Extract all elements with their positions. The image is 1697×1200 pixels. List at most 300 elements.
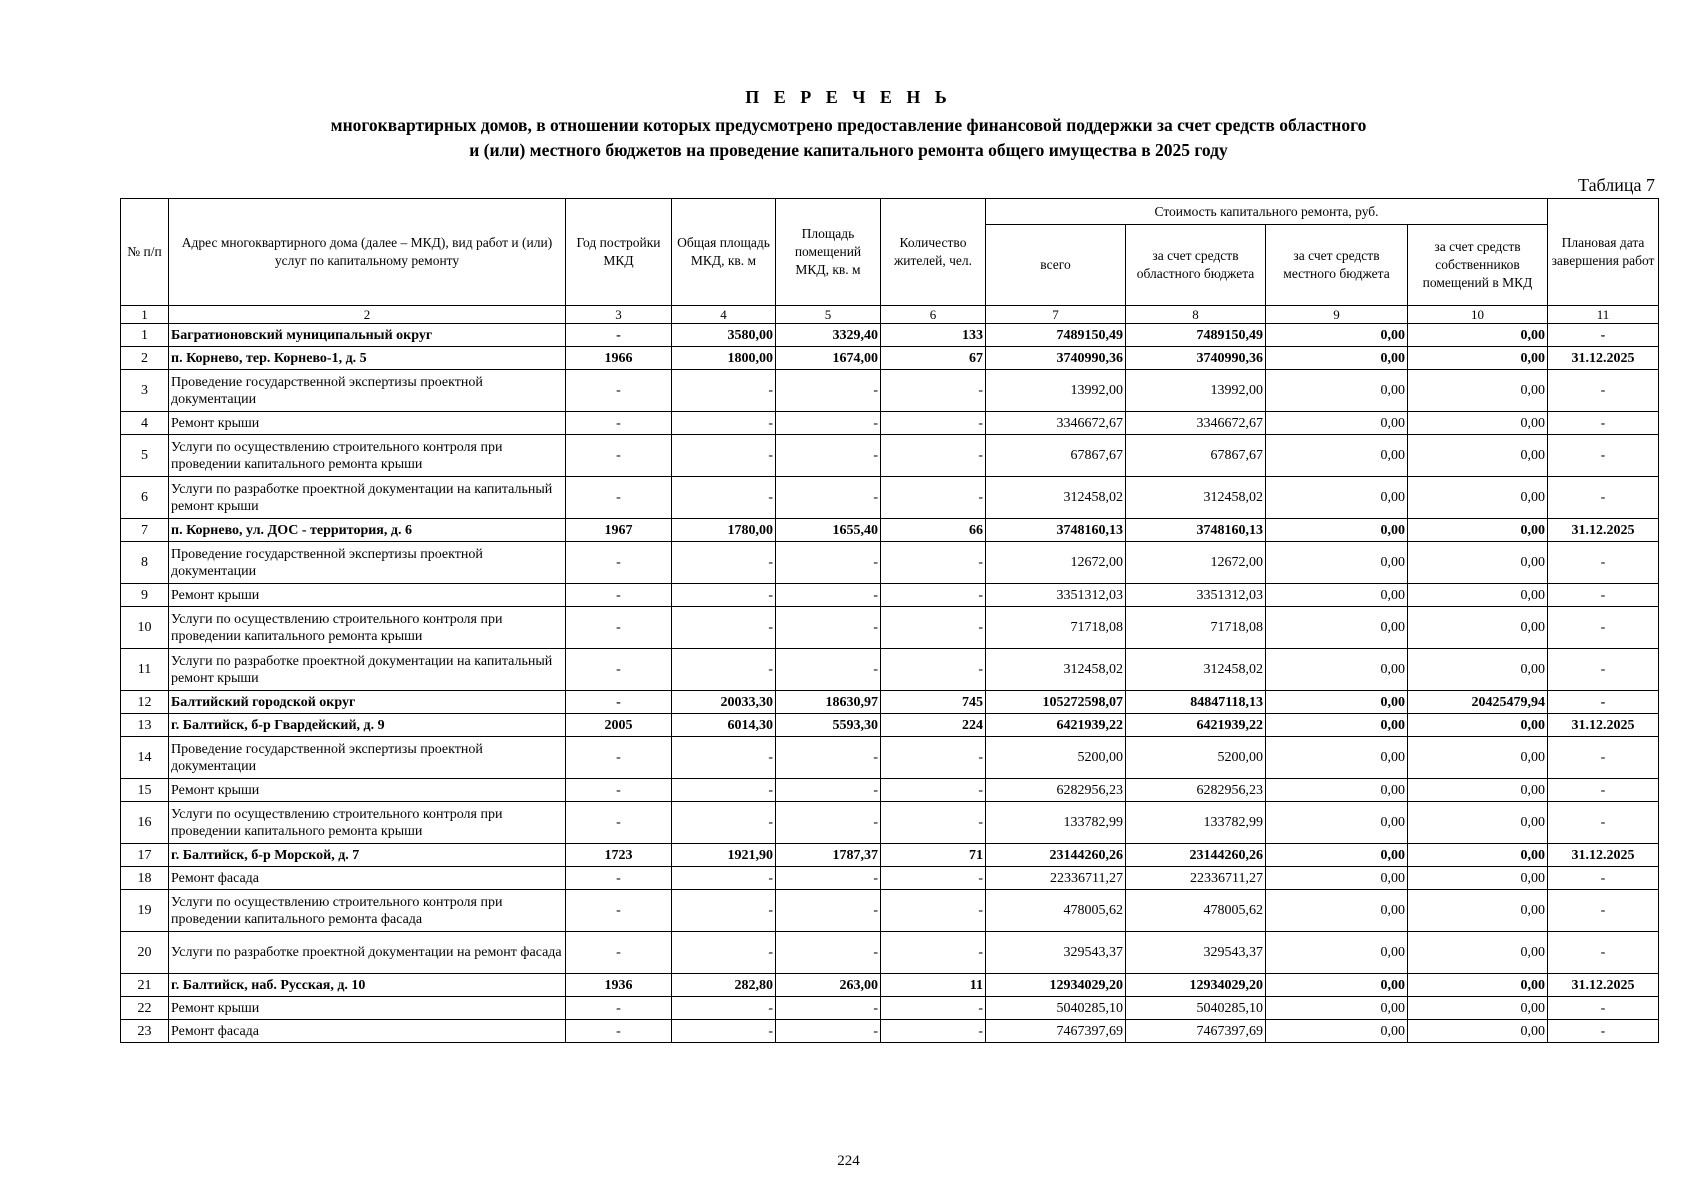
total-area-cell: - — [672, 1020, 776, 1043]
year-cell: - — [566, 584, 672, 607]
local-cost-cell: 0,00 — [1266, 714, 1408, 737]
premises-area-cell: - — [776, 412, 881, 435]
owners-cost-cell: 0,00 — [1408, 867, 1548, 890]
local-cost-cell: 0,00 — [1266, 932, 1408, 974]
table-row — [121, 370, 1659, 412]
residents-cell: - — [881, 867, 986, 890]
row-number-cell: 22 — [121, 997, 169, 1020]
address-cell: Ремонт фасада — [169, 867, 566, 890]
year-cell: 1723 — [566, 844, 672, 867]
local-cost-cell: 0,00 — [1266, 370, 1408, 412]
total-area-cell: 3580,00 — [672, 324, 776, 347]
residents-cell: 745 — [881, 691, 986, 714]
address-cell: п. Корнево, ул. ДОС - территория, д. 6 — [169, 519, 566, 542]
total-area-cell: - — [672, 890, 776, 932]
owners-cost-cell: 0,00 — [1408, 370, 1548, 412]
address-cell: Услуги по осуществлению строительного контроля при проведении капитального ремонта фасада — [169, 890, 566, 932]
year-cell: 2005 — [566, 714, 672, 737]
header-total: всего — [986, 225, 1126, 306]
row-number-cell: 8 — [121, 542, 169, 584]
local-cost-cell: 0,00 — [1266, 890, 1408, 932]
header-num: № п/п — [121, 199, 169, 306]
address-cell: г. Балтийск, наб. Русская, д. 10 — [169, 974, 566, 997]
total-area-cell: 1800,00 — [672, 347, 776, 370]
table-row — [121, 890, 1659, 932]
total-cost-cell: 312458,02 — [986, 477, 1126, 519]
total-area-cell: - — [672, 435, 776, 477]
regional-cost-cell: 6282956,23 — [1126, 779, 1266, 802]
plan-date-cell: - — [1548, 584, 1659, 607]
column-number-cell: 4 — [672, 306, 776, 324]
premises-area-cell: 1674,00 — [776, 347, 881, 370]
document-title: П Е Р Е Ч Е Н Ь — [745, 87, 952, 107]
year-cell: - — [566, 1020, 672, 1043]
total-area-cell: - — [672, 649, 776, 691]
column-number-cell: 10 — [1408, 306, 1548, 324]
header-cost-group: Стоимость капитального ремонта, руб. — [986, 199, 1548, 225]
document-subtitle-line-1: многоквартирных домов, в отношении которых предусмотрено предоставление финансовой поддержки за счет средств областного — [330, 115, 1367, 135]
year-cell: - — [566, 324, 672, 347]
address-cell: г. Балтийск, б-р Гвардейский, д. 9 — [169, 714, 566, 737]
residents-cell: - — [881, 370, 986, 412]
table-row — [121, 867, 1659, 890]
year-cell: - — [566, 435, 672, 477]
owners-cost-cell: 0,00 — [1408, 584, 1548, 607]
total-cost-cell: 3346672,67 — [986, 412, 1126, 435]
year-cell: - — [566, 412, 672, 435]
local-cost-cell: 0,00 — [1266, 997, 1408, 1020]
row-number-cell: 17 — [121, 844, 169, 867]
row-number-cell: 12 — [121, 691, 169, 714]
residents-cell: 67 — [881, 347, 986, 370]
table-row — [121, 974, 1659, 997]
regional-cost-cell: 312458,02 — [1126, 477, 1266, 519]
column-number-cell: 1 — [121, 306, 169, 324]
row-number-cell: 11 — [121, 649, 169, 691]
residents-cell: - — [881, 997, 986, 1020]
residents-cell: - — [881, 737, 986, 779]
owners-cost-cell: 0,00 — [1408, 412, 1548, 435]
repair-list-table — [120, 198, 1659, 1043]
regional-cost-cell: 312458,02 — [1126, 649, 1266, 691]
table-row — [121, 324, 1659, 347]
address-cell: Ремонт крыши — [169, 584, 566, 607]
row-number-cell: 4 — [121, 412, 169, 435]
residents-cell: - — [881, 802, 986, 844]
owners-cost-cell: 0,00 — [1408, 1020, 1548, 1043]
owners-cost-cell: 0,00 — [1408, 324, 1548, 347]
year-cell: - — [566, 737, 672, 779]
residents-cell: 224 — [881, 714, 986, 737]
local-cost-cell: 0,00 — [1266, 802, 1408, 844]
year-cell: - — [566, 890, 672, 932]
table-row — [121, 477, 1659, 519]
table-body — [121, 324, 1659, 1043]
year-cell: - — [566, 649, 672, 691]
row-number-cell: 2 — [121, 347, 169, 370]
header-row-top — [121, 199, 1659, 225]
year-cell: 1936 — [566, 974, 672, 997]
regional-cost-cell: 12672,00 — [1126, 542, 1266, 584]
plan-date-cell: - — [1548, 1020, 1659, 1043]
plan-date-cell: 31.12.2025 — [1548, 714, 1659, 737]
plan-date-cell: - — [1548, 737, 1659, 779]
local-cost-cell: 0,00 — [1266, 974, 1408, 997]
header-owners: за счет средств собственников помещений в МКД — [1408, 225, 1548, 306]
row-number-cell: 7 — [121, 519, 169, 542]
total-area-cell: 1921,90 — [672, 844, 776, 867]
year-cell: - — [566, 779, 672, 802]
column-number-cell: 5 — [776, 306, 881, 324]
total-area-cell: - — [672, 867, 776, 890]
header-regional: за счет средств областного бюджета — [1126, 225, 1266, 306]
address-cell: Багратионовский муниципальный округ — [169, 324, 566, 347]
residents-cell: 71 — [881, 844, 986, 867]
column-number-cell: 11 — [1548, 306, 1659, 324]
year-cell: 1966 — [566, 347, 672, 370]
table-label: Таблица 7 — [1578, 175, 1655, 195]
regional-cost-cell: 7489150,49 — [1126, 324, 1266, 347]
column-number-cell: 8 — [1126, 306, 1266, 324]
residents-cell: - — [881, 779, 986, 802]
residents-cell: - — [881, 584, 986, 607]
regional-cost-cell: 133782,99 — [1126, 802, 1266, 844]
premises-area-cell: - — [776, 370, 881, 412]
year-cell: - — [566, 542, 672, 584]
residents-cell: 133 — [881, 324, 986, 347]
premises-area-cell: - — [776, 1020, 881, 1043]
total-cost-cell: 7489150,49 — [986, 324, 1126, 347]
table-row — [121, 779, 1659, 802]
total-area-cell: - — [672, 607, 776, 649]
regional-cost-cell: 5040285,10 — [1126, 997, 1266, 1020]
year-cell: - — [566, 997, 672, 1020]
table-row — [121, 1020, 1659, 1043]
plan-date-cell: - — [1548, 477, 1659, 519]
table-row — [121, 997, 1659, 1020]
table-row — [121, 649, 1659, 691]
total-cost-cell: 5040285,10 — [986, 997, 1126, 1020]
plan-date-cell: 31.12.2025 — [1548, 974, 1659, 997]
regional-cost-cell: 12934029,20 — [1126, 974, 1266, 997]
premises-area-cell: - — [776, 779, 881, 802]
table-row — [121, 714, 1659, 737]
address-cell: Услуги по осуществлению строительного контроля при проведении капитального ремонта крыши — [169, 607, 566, 649]
residents-cell: 11 — [881, 974, 986, 997]
header-plan-date: Плановая дата завершения работ — [1548, 199, 1659, 306]
plan-date-cell: - — [1548, 997, 1659, 1020]
owners-cost-cell: 0,00 — [1408, 477, 1548, 519]
page-number: 224 — [837, 1153, 860, 1169]
premises-area-cell: - — [776, 867, 881, 890]
row-number-cell: 23 — [121, 1020, 169, 1043]
local-cost-cell: 0,00 — [1266, 649, 1408, 691]
owners-cost-cell: 0,00 — [1408, 714, 1548, 737]
table-row — [121, 584, 1659, 607]
premises-area-cell: 5593,30 — [776, 714, 881, 737]
regional-cost-cell: 3346672,67 — [1126, 412, 1266, 435]
row-number-cell: 21 — [121, 974, 169, 997]
owners-cost-cell: 0,00 — [1408, 737, 1548, 779]
owners-cost-cell: 0,00 — [1408, 844, 1548, 867]
owners-cost-cell: 0,00 — [1408, 779, 1548, 802]
plan-date-cell: - — [1548, 649, 1659, 691]
premises-area-cell: - — [776, 649, 881, 691]
premises-area-cell: - — [776, 802, 881, 844]
total-area-cell: - — [672, 737, 776, 779]
total-cost-cell: 5200,00 — [986, 737, 1126, 779]
regional-cost-cell: 5200,00 — [1126, 737, 1266, 779]
residents-cell: - — [881, 412, 986, 435]
row-number-cell: 6 — [121, 477, 169, 519]
residents-cell: - — [881, 435, 986, 477]
owners-cost-cell: 0,00 — [1408, 649, 1548, 691]
total-cost-cell: 13992,00 — [986, 370, 1126, 412]
local-cost-cell: 0,00 — [1266, 347, 1408, 370]
total-cost-cell: 478005,62 — [986, 890, 1126, 932]
total-area-cell: - — [672, 802, 776, 844]
row-number-cell: 3 — [121, 370, 169, 412]
regional-cost-cell: 67867,67 — [1126, 435, 1266, 477]
total-area-cell: - — [672, 412, 776, 435]
regional-cost-cell: 3748160,13 — [1126, 519, 1266, 542]
row-number-cell: 9 — [121, 584, 169, 607]
address-cell: Проведение государственной экспертизы проектной документации — [169, 370, 566, 412]
table-row — [121, 691, 1659, 714]
owners-cost-cell: 0,00 — [1408, 435, 1548, 477]
total-area-cell: - — [672, 932, 776, 974]
column-number-cell: 2 — [169, 306, 566, 324]
address-cell: Ремонт крыши — [169, 779, 566, 802]
plan-date-cell: - — [1548, 802, 1659, 844]
table-row — [121, 542, 1659, 584]
owners-cost-cell: 20425479,94 — [1408, 691, 1548, 714]
table-row — [121, 932, 1659, 974]
address-cell: Проведение государственной экспертизы проектной документации — [169, 542, 566, 584]
plan-date-cell: 31.12.2025 — [1548, 519, 1659, 542]
table-row — [121, 347, 1659, 370]
address-cell: Балтийский городской округ — [169, 691, 566, 714]
total-cost-cell: 312458,02 — [986, 649, 1126, 691]
year-cell: - — [566, 370, 672, 412]
address-cell: Проведение государственной экспертизы проектной документации — [169, 737, 566, 779]
header-address: Адрес многоквартирного дома (далее – МКД), вид работ и (или) услуг по капитальному ремонту — [169, 199, 566, 306]
owners-cost-cell: 0,00 — [1408, 932, 1548, 974]
year-cell: - — [566, 932, 672, 974]
local-cost-cell: 0,00 — [1266, 737, 1408, 779]
premises-area-cell: - — [776, 737, 881, 779]
plan-date-cell: - — [1548, 932, 1659, 974]
total-area-cell: - — [672, 477, 776, 519]
local-cost-cell: 0,00 — [1266, 435, 1408, 477]
owners-cost-cell: 0,00 — [1408, 347, 1548, 370]
total-cost-cell: 23144260,26 — [986, 844, 1126, 867]
address-cell: Услуги по разработке проектной документации на капитальный ремонт крыши — [169, 477, 566, 519]
plan-date-cell: - — [1548, 691, 1659, 714]
total-area-cell: - — [672, 542, 776, 584]
premises-area-cell: - — [776, 932, 881, 974]
address-cell: Ремонт крыши — [169, 997, 566, 1020]
header-year: Год постройки МКД — [566, 199, 672, 306]
address-cell: г. Балтийск, б-р Морской, д. 7 — [169, 844, 566, 867]
plan-date-cell: 31.12.2025 — [1548, 844, 1659, 867]
column-number-row — [121, 306, 1659, 324]
total-area-cell: 20033,30 — [672, 691, 776, 714]
owners-cost-cell: 0,00 — [1408, 802, 1548, 844]
regional-cost-cell: 6421939,22 — [1126, 714, 1266, 737]
total-area-cell: 282,80 — [672, 974, 776, 997]
total-cost-cell: 3740990,36 — [986, 347, 1126, 370]
address-cell: Услуги по осуществлению строительного контроля при проведении капитального ремонта крыши — [169, 435, 566, 477]
year-cell: - — [566, 802, 672, 844]
local-cost-cell: 0,00 — [1266, 324, 1408, 347]
row-number-cell: 10 — [121, 607, 169, 649]
residents-cell: - — [881, 607, 986, 649]
column-number-cell: 9 — [1266, 306, 1408, 324]
year-cell: - — [566, 607, 672, 649]
premises-area-cell: 263,00 — [776, 974, 881, 997]
total-cost-cell: 22336711,27 — [986, 867, 1126, 890]
table-row — [121, 844, 1659, 867]
plan-date-cell: - — [1548, 542, 1659, 584]
plan-date-cell: - — [1548, 370, 1659, 412]
total-cost-cell: 67867,67 — [986, 435, 1126, 477]
local-cost-cell: 0,00 — [1266, 607, 1408, 649]
premises-area-cell: 1655,40 — [776, 519, 881, 542]
table-row — [121, 412, 1659, 435]
total-cost-cell: 12672,00 — [986, 542, 1126, 584]
regional-cost-cell: 22336711,27 — [1126, 867, 1266, 890]
total-area-cell: 1780,00 — [672, 519, 776, 542]
premises-area-cell: 18630,97 — [776, 691, 881, 714]
premises-area-cell: 1787,37 — [776, 844, 881, 867]
local-cost-cell: 0,00 — [1266, 867, 1408, 890]
residents-cell: - — [881, 477, 986, 519]
owners-cost-cell: 0,00 — [1408, 997, 1548, 1020]
year-cell: - — [566, 867, 672, 890]
row-number-cell: 15 — [121, 779, 169, 802]
owners-cost-cell: 0,00 — [1408, 519, 1548, 542]
local-cost-cell: 0,00 — [1266, 691, 1408, 714]
row-number-cell: 13 — [121, 714, 169, 737]
residents-cell: - — [881, 649, 986, 691]
total-cost-cell: 133782,99 — [986, 802, 1126, 844]
header-local: за счет средств местного бюджета — [1266, 225, 1408, 306]
residents-cell: - — [881, 932, 986, 974]
address-cell: п. Корнево, тер. Корнево-1, д. 5 — [169, 347, 566, 370]
residents-cell: - — [881, 890, 986, 932]
local-cost-cell: 0,00 — [1266, 779, 1408, 802]
total-cost-cell: 6421939,22 — [986, 714, 1126, 737]
table-row — [121, 737, 1659, 779]
total-cost-cell: 71718,08 — [986, 607, 1126, 649]
header-total-area: Общая площадь МКД, кв. м — [672, 199, 776, 306]
owners-cost-cell: 0,00 — [1408, 607, 1548, 649]
total-cost-cell: 7467397,69 — [986, 1020, 1126, 1043]
address-cell: Услуги по разработке проектной документации на капитальный ремонт крыши — [169, 649, 566, 691]
premises-area-cell: - — [776, 477, 881, 519]
plan-date-cell: - — [1548, 890, 1659, 932]
row-number-cell: 16 — [121, 802, 169, 844]
regional-cost-cell: 84847118,13 — [1126, 691, 1266, 714]
row-number-cell: 5 — [121, 435, 169, 477]
total-area-cell: - — [672, 779, 776, 802]
row-number-cell: 14 — [121, 737, 169, 779]
total-cost-cell: 329543,37 — [986, 932, 1126, 974]
total-area-cell: - — [672, 997, 776, 1020]
year-cell: - — [566, 691, 672, 714]
total-area-cell: - — [672, 584, 776, 607]
header-premises-area: Площадь помещений МКД, кв. м — [776, 199, 881, 306]
local-cost-cell: 0,00 — [1266, 542, 1408, 584]
document-subtitle-line-2: и (или) местного бюджетов на проведение капитального ремонта общего имущества в 2025 году — [469, 140, 1228, 160]
premises-area-cell: - — [776, 890, 881, 932]
regional-cost-cell: 329543,37 — [1126, 932, 1266, 974]
premises-area-cell: - — [776, 542, 881, 584]
regional-cost-cell: 71718,08 — [1126, 607, 1266, 649]
total-cost-cell: 3351312,03 — [986, 584, 1126, 607]
premises-area-cell: - — [776, 607, 881, 649]
owners-cost-cell: 0,00 — [1408, 890, 1548, 932]
residents-cell: 66 — [881, 519, 986, 542]
plan-date-cell: 31.12.2025 — [1548, 347, 1659, 370]
residents-cell: - — [881, 542, 986, 584]
plan-date-cell: - — [1548, 324, 1659, 347]
table-row — [121, 607, 1659, 649]
row-number-cell: 20 — [121, 932, 169, 974]
total-cost-cell: 6282956,23 — [986, 779, 1126, 802]
year-cell: - — [566, 477, 672, 519]
regional-cost-cell: 3351312,03 — [1126, 584, 1266, 607]
premises-area-cell: - — [776, 435, 881, 477]
table-row — [121, 435, 1659, 477]
owners-cost-cell: 0,00 — [1408, 974, 1548, 997]
local-cost-cell: 0,00 — [1266, 1020, 1408, 1043]
address-cell: Услуги по осуществлению строительного контроля при проведении капитального ремонта крыши — [169, 802, 566, 844]
plan-date-cell: - — [1548, 867, 1659, 890]
total-cost-cell: 3748160,13 — [986, 519, 1126, 542]
regional-cost-cell: 23144260,26 — [1126, 844, 1266, 867]
plan-date-cell: - — [1548, 435, 1659, 477]
column-number-cell: 7 — [986, 306, 1126, 324]
owners-cost-cell: 0,00 — [1408, 542, 1548, 584]
row-number-cell: 1 — [121, 324, 169, 347]
row-number-cell: 18 — [121, 867, 169, 890]
local-cost-cell: 0,00 — [1266, 412, 1408, 435]
table-row — [121, 519, 1659, 542]
regional-cost-cell: 3740990,36 — [1126, 347, 1266, 370]
premises-area-cell: - — [776, 997, 881, 1020]
year-cell: 1967 — [566, 519, 672, 542]
header-residents: Количество жителей, чел. — [881, 199, 986, 306]
regional-cost-cell: 7467397,69 — [1126, 1020, 1266, 1043]
local-cost-cell: 0,00 — [1266, 584, 1408, 607]
plan-date-cell: - — [1548, 412, 1659, 435]
total-cost-cell: 12934029,20 — [986, 974, 1126, 997]
plan-date-cell: - — [1548, 779, 1659, 802]
plan-date-cell: - — [1548, 607, 1659, 649]
address-cell: Услуги по разработке проектной документации на ремонт фасада — [169, 932, 566, 974]
regional-cost-cell: 478005,62 — [1126, 890, 1266, 932]
total-area-cell: 6014,30 — [672, 714, 776, 737]
address-cell: Ремонт крыши — [169, 412, 566, 435]
local-cost-cell: 0,00 — [1266, 477, 1408, 519]
local-cost-cell: 0,00 — [1266, 519, 1408, 542]
total-area-cell: - — [672, 370, 776, 412]
address-cell: Ремонт фасада — [169, 1020, 566, 1043]
premises-area-cell: - — [776, 584, 881, 607]
total-cost-cell: 105272598,07 — [986, 691, 1126, 714]
